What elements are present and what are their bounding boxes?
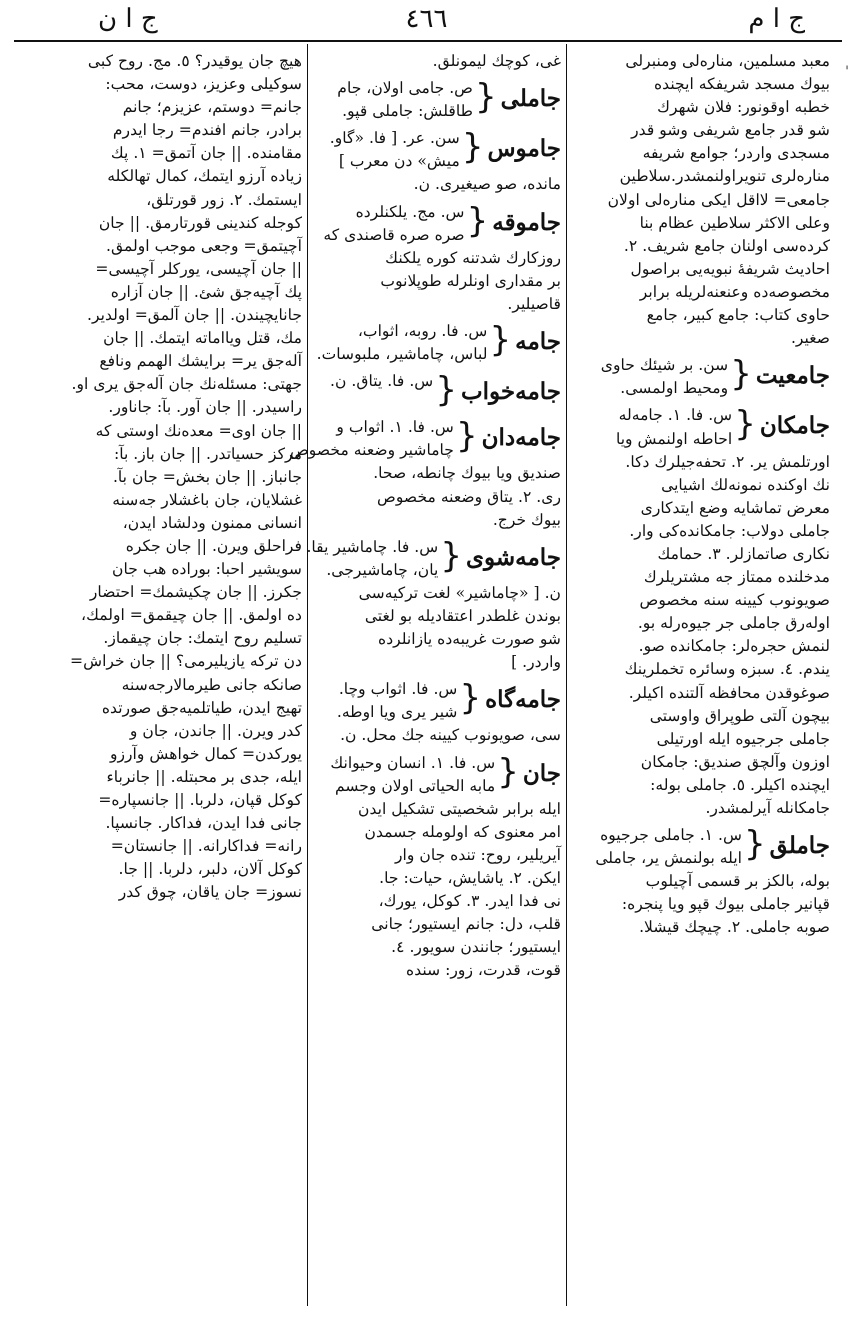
entry-text-line: مسجدی واردر؛ جوامع شریفە: [642, 144, 830, 163]
entry-text-line: پك آچیەجق شئ. || جان آزارە: [110, 282, 302, 301]
brace-mark: {: [435, 370, 457, 411]
dictionary-entry: [313, 678, 561, 747]
entry-text-line: بیوك خرج.: [492, 510, 561, 529]
entry-text-line: اورتلمش یر. ٢. تحفەجیلرك دکا.: [625, 452, 830, 471]
entry-text-line: مرکز حسیاتدر. || جان باز. بآ:: [113, 444, 302, 463]
brace-mark: {: [461, 127, 484, 168]
dictionary-entry: [306, 535, 561, 675]
entry-text-line: سویشیر احبا: بورادە هب جان: [112, 560, 302, 579]
entry-text-line: نکاری صاتمازلر. ٣. حمامك: [657, 544, 830, 563]
entry-text-line: مك، قتل ویااماتە ایتمك. || جان: [103, 329, 302, 348]
entry-text-line: ص. جامی اولان، جام: [337, 79, 474, 98]
entry-text-line: میش» دن معرب ]: [338, 152, 460, 171]
entry-text-line: جامکانلە آیرلمشدر.: [705, 799, 830, 817]
entry-text-line: غی، کوچك لیمونلق.: [432, 52, 561, 70]
brace-mark: {: [734, 404, 756, 445]
entry-text-line: س. فا. چاماشیر یقا.: [306, 537, 439, 556]
brace-mark: {: [459, 678, 482, 719]
entry-text-line: شیر یری ویا اوطە.: [336, 703, 458, 722]
entry-text-line: طاقلش: جاملی قپو.: [342, 102, 474, 121]
entry-text-line: معبد مسلمین، منارەلی ومنبرلی: [625, 52, 830, 70]
entry-text-line: کوجلە کندینی قورتارمق. || جان: [98, 213, 302, 232]
entry-text-line: س. فا. یتاق. ن.: [330, 372, 434, 391]
entry-text-line: ایکن. ٢. یاشایش، حیات: جا.: [379, 869, 561, 887]
entry-text-line: منارەلری تنویراولنمشدر.سلاطین: [619, 167, 830, 186]
entry-text-line: جانی فدا ایدن، فداکار. جانسپا.: [105, 814, 302, 833]
entry-text-line: ایلە، جدی بر محبتلە. || جانرباء: [106, 767, 302, 786]
entry-text-line: س. مج. یلکنلردە: [355, 202, 465, 221]
entry-text-line: واردر. ]: [511, 653, 561, 672]
entry-headword: جامە: [515, 328, 561, 356]
entry-text-line: مقامندە. || جان آتمق= ١. پك: [110, 144, 302, 163]
entry-text-line: یان، چاماشیرجی.: [326, 560, 439, 579]
entry-text-line: ایستمك. ٢. زور قورتلق،: [146, 190, 302, 209]
brace-mark: {: [455, 416, 478, 457]
entry-text-line: جانم= دوستم، عزیزم؛ جانم: [122, 98, 302, 117]
brace-mark: {: [489, 320, 512, 361]
entry-text-line: سی، صویونوب کیینە جك محل. ن.: [340, 726, 561, 745]
entry-text-line: جانباز. || جان بخش= جان بآ.: [112, 467, 302, 486]
entry-headword: جامەشوی: [465, 543, 561, 571]
entry-text-line: آچیتمق= وجعی موجب اولمق.: [106, 236, 302, 255]
brace-mark: {: [440, 535, 462, 576]
entry-text-line: صوبە جاملی. ٢. چیچك قیشلا.: [639, 918, 830, 937]
page-number: ٤٦٦: [405, 4, 448, 34]
entry-text-line: اوزون وآلچق صندیق: جامکان: [640, 752, 830, 771]
entry-text-line: سن. عر. [ فا. «گاو.: [329, 129, 460, 148]
entry-text-line: شو صورت غریبەدە یازانلردە: [378, 630, 561, 649]
brace-mark: {: [466, 200, 489, 241]
brace-mark: {: [730, 354, 752, 395]
entry-text-line: نك اوکندە نمونەلك اشیایی: [661, 475, 830, 494]
brace-mark: {: [497, 751, 519, 792]
entry-text-line: تهیج ایدن، طیاتلمیەجق صورتدە: [101, 698, 302, 717]
entry-text-line: جکرز. || جان چکیشمك= احتضار: [89, 583, 302, 602]
entry-text-line: تسلیم روح ایتمك: جان چیقماز.: [103, 629, 302, 648]
entry-text-line: جامعی= لااقل ایکی منارەلی اولان: [607, 190, 830, 209]
entry-text-line: بولە، بالکز بر قسمی آچیلوب: [645, 872, 830, 891]
dictionary-entry: [313, 320, 561, 366]
entry-text-line: مدخلندە ممتاز جە مشتریلرك: [643, 568, 830, 587]
entry-headword: جاموس: [487, 135, 561, 163]
entry-text-line: حاوی کتاب: جامع کبیر، جامع: [646, 306, 830, 325]
entry-text-line: انسانی ممنون ودلشاد ایدن،: [122, 513, 302, 532]
entry-text-line: شو قدر جامع شریفی وشو قدر: [631, 121, 830, 140]
header-rule: [14, 40, 842, 42]
entry-headword: جامکان: [759, 412, 830, 440]
dictionary-column-middle: [289, 46, 561, 1308]
entry-text-line: ایچندە اکیلر. ٥. جاملی بولە:: [650, 775, 830, 794]
entry-text-line: روزکارك شدتنە کورە یلکنك: [385, 248, 561, 267]
entry-text-line: صندیق ویا بیوك چانطە، صحا.: [373, 464, 561, 483]
entry-headword: جاملی: [500, 85, 561, 113]
entry-text-line: نی فدا ایدر. ٣. کوکل، یورك،: [378, 892, 561, 911]
entry-text-line: احادیث شریفۀ نبویەیی براصول: [630, 259, 830, 278]
entry-headword: جاموقە: [492, 208, 561, 236]
entry-text-line: جاملی جرجیوە ایلە اورتیلی: [656, 729, 830, 748]
entry-text-line: صرە صرە قاصندی کە: [323, 225, 465, 244]
entry-text-line: صویونوب کیینە سنە مخصوص: [639, 591, 830, 610]
dictionary-entry: [572, 354, 830, 400]
dictionary-entry: [313, 201, 561, 316]
entry-text-line: کدر ویرن. || جاندن، جان و: [129, 721, 302, 740]
dictionary-entry: [313, 50, 561, 73]
entry-text-line: کوکل آلان، دلبر، دلربا. || جا.: [118, 860, 302, 879]
entry-text-line: ایستیور؛ جانندن سویور. ٤.: [391, 938, 561, 957]
entry-text-line: لباس، چاماشیر، ملبوسات.: [316, 345, 488, 364]
entry-text-line: || جان آچیسی، یورکلر آچیسی=: [95, 259, 302, 278]
entry-text-line: صوغوقدن محافظە آلتندە اکیلر.: [628, 683, 830, 702]
entry-headword: جاملق: [769, 832, 830, 860]
dictionary-entry: [313, 752, 561, 983]
entry-text-line: یندم. ٤. سبزە وسائرە تخملرینك: [624, 660, 830, 679]
entry-text-line: رانە= فداکارانە. || جانستان=: [110, 837, 302, 856]
entry-headword: جان: [522, 759, 561, 787]
page-header: [0, 0, 853, 40]
entry-text-line: کوکل قپان، دلربا. || جانسپارە=: [98, 791, 302, 809]
entry-headword: جامەدان: [481, 424, 561, 452]
entry-text-line: س. فا. ١. جامەلە: [618, 406, 733, 425]
dictionary-entry: [313, 77, 561, 123]
entry-text-line: یورکدن= کمال خواهش وآرزو: [109, 744, 302, 763]
entry-text-line: || جان اوی= معدەنك اوستی کە: [95, 421, 302, 440]
dictionary-entry: [572, 404, 830, 820]
entry-text-line: کردەسی اولنان جامع شریف. ٢.: [623, 236, 830, 255]
entry-text-line: ن. [ «چاماشیر» لغت ترکیەسی: [358, 583, 561, 602]
entry-text-line: زیادە آرزو ایتمك، کمال تهالکلە: [107, 167, 302, 186]
column-divider-left: [307, 44, 308, 1306]
entry-text-line: س. فا. اثواب وچا.: [338, 680, 458, 699]
entry-text-line: قلب، دل: جانم ایستیور؛ جانی: [371, 915, 561, 934]
entry-text-line: فراحلق ویرن. || جان جکرە: [125, 536, 302, 555]
entry-text-line: چاماشیر وضعنە مخصوص: [289, 441, 454, 460]
entry-text-line: برادر، جانم افندم= رجا ایدرم: [112, 121, 302, 140]
entry-text-line: جانایچیندن. || جان آلمق= اولدیر.: [87, 306, 302, 325]
entry-text-line: معرض تماشایە وضع ایتدکاری: [640, 498, 830, 517]
entry-headword: جامعیت: [755, 362, 830, 390]
brace-mark: {: [744, 824, 766, 865]
dictionary-entry: [572, 824, 830, 939]
entry-text-line: اولەرق جاملی جر جیوەرلە بو.: [637, 614, 830, 633]
entry-text-line: دن ترکە یازیلیرمی؟ || جان خراش=: [70, 652, 302, 671]
entry-headword: جامەخواب: [460, 378, 561, 406]
dictionary-entry: [26, 50, 302, 904]
dictionary-entry: [313, 370, 561, 412]
entry-text-line: ایلە بولنمش یر، جاملی: [595, 849, 743, 868]
entry-text-line: بیوك مسجد شریفکە ایچندە: [653, 75, 830, 94]
entry-text-line: صانکە جانی طیرمالارجەسنە: [121, 675, 302, 694]
entry-text-line: جهتی: مسئلەنك جان آلەجق یری او.: [71, 375, 302, 394]
header-right-guide: ج ا م: [748, 4, 805, 34]
entry-text-line: ومحیط اولمسی.: [620, 379, 729, 398]
entry-headword: جامەگاه: [485, 686, 561, 714]
entry-text-line: س. فا. ١. اثواب و: [336, 418, 454, 437]
entry-text-line: نسوز= جان یاقان، چوق کدر: [118, 883, 302, 902]
margin-mark: ': [845, 64, 849, 80]
entry-text-line: ماندە، صو صیغیری. ن.: [413, 175, 561, 194]
dictionary-column-right: [572, 46, 830, 1308]
entry-text-line: ری. ٢. یتاق وضعنە مخصوص: [377, 487, 561, 506]
entry-text-line: مخصوصەدە وعنعنەلریلە برابر: [639, 282, 830, 301]
entry-text-line: بر مقداری اونلرلە طوپلانوب: [380, 271, 561, 290]
entry-text-line: راسیدر. || جان آور. بآ: جاناور.: [108, 398, 302, 417]
dictionary-entry: [572, 50, 830, 350]
entry-text-line: قوت، قدرت، زور: سندە: [406, 961, 561, 980]
entry-text-line: قپانیر جاملی بیوك قپو ویا پنجرە:: [621, 895, 830, 914]
entry-text-line: وعلی الاکثر سلاطین عظام بنا: [639, 213, 830, 232]
entry-text-line: آیریلیر، روح: تندە جان وار: [395, 845, 561, 864]
entry-text-line: س. فا. روبە، اثواب،: [357, 322, 488, 341]
entry-text-line: آلەجق یر= برایشك الهمم ونافع: [99, 352, 302, 371]
dictionary-entry: [313, 127, 561, 196]
entry-text-line: هیچ جان یوقیدر؟ ٥. مج. روح کبی: [87, 52, 302, 70]
entry-text-line: ایلە برابر شخصیتی تشکیل ایدن: [358, 799, 561, 818]
entry-text-line: بیچون آلتی طوپراق واوستی: [649, 706, 830, 725]
entry-text-line: صغیر.: [790, 329, 830, 348]
column-divider-right: [566, 44, 567, 1306]
entry-text-line: قاصیلیر.: [507, 294, 561, 313]
brace-mark: {: [475, 77, 497, 118]
entry-text-line: سوکیلی وعزیز، دوست، محب:: [105, 75, 302, 94]
entry-text-line: غشلایان، جان باغشلار جەسنە: [112, 490, 302, 509]
entry-text-line: لنمش حجرەلر: جامکاندە صو.: [638, 637, 830, 656]
entry-text-line: احاطە اولنمش ویا: [615, 429, 733, 448]
header-left-guide: ج ا ن: [98, 4, 158, 34]
entry-text-line: جاملی دولاب: جامکاندەکی وار.: [629, 521, 830, 540]
entry-text-line: بوندن غلطدر اعتقادیلە بو لغتی: [364, 606, 561, 625]
dictionary-column-left: [26, 46, 302, 1308]
dictionary-entry: [289, 416, 561, 531]
entry-text-line: س. فا. ١. انسان وحیوانك: [330, 753, 496, 772]
entry-text-line: خطبە اوقونور: فلان شهرك: [657, 98, 830, 117]
entry-text-line: مابە الحیاتی اولان وجسم: [334, 776, 496, 795]
entry-text-line: سن. بر شیئك حاوی: [600, 356, 729, 375]
entry-text-line: دە اولمق. || جان چیقمق= اولمك،: [81, 606, 302, 625]
entry-text-line: امر معنوی کە اولوملە جسمدن: [364, 822, 561, 841]
entry-text-line: س. ١. جاملی جرجیوە: [600, 826, 743, 845]
